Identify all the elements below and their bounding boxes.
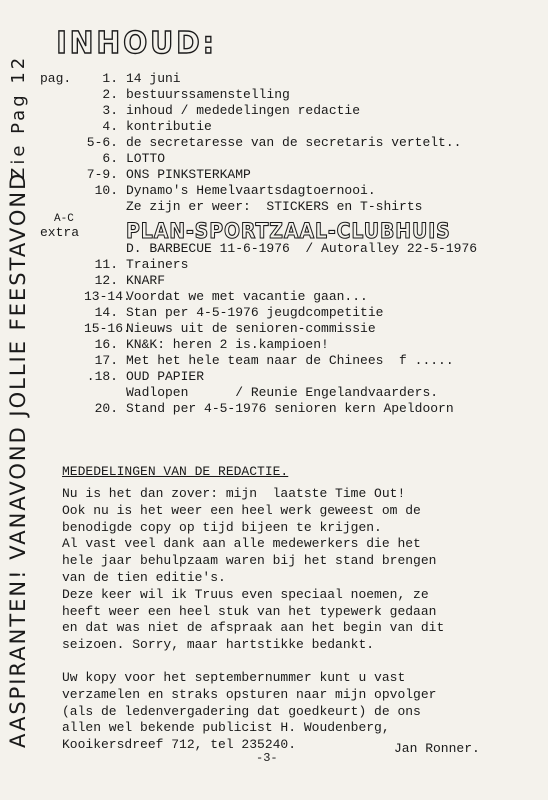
toc-item-text: OUD PAPIER xyxy=(126,369,205,384)
toc-item xyxy=(84,198,487,214)
redactie-heading: MEDEDELINGEN VAN DE REDACTIE. xyxy=(62,464,289,479)
toc-item-text: Stan per 4-5-1976 jeugdcompetitie xyxy=(126,305,384,320)
toc-item-text: Stand per 4-5-1976 senioren kern Apeldoorn xyxy=(126,401,454,416)
toc-item-page: 20. xyxy=(94,401,118,416)
toc-item-page xyxy=(84,240,126,256)
toc-item xyxy=(84,320,487,336)
toc-item-page: 7-9. xyxy=(86,167,118,182)
toc-item-text: Ze zijn er weer: STICKERS en T-shirts xyxy=(126,199,423,214)
toc-item-text: kontributie xyxy=(126,119,212,134)
toc-item-page xyxy=(84,384,126,400)
toc-item-text: ONS PINKSTERKAMP xyxy=(126,167,251,182)
toc-item-page: 12. xyxy=(94,273,118,288)
body-line: (als de ledenvergadering dat goedkeurt) de ons xyxy=(62,703,421,719)
toc-item-page: 10. xyxy=(94,183,118,198)
toc-item-page: 15-16. xyxy=(84,321,131,336)
toc-item xyxy=(84,400,487,416)
toc-item-page: 11. xyxy=(94,257,118,272)
paragraph-gap xyxy=(62,654,444,670)
toc-item-page: 1. xyxy=(102,71,118,86)
ac-label: A-C xyxy=(54,213,74,225)
redactie-body xyxy=(62,486,444,754)
margin-note-zie-pag: Zie Pag 12 xyxy=(8,54,29,180)
toc-item xyxy=(84,384,487,400)
toc-item-text: de secretaresse van de secretaris vertelt.. xyxy=(126,135,462,150)
body-line: Kooikersdreef 712, tel 235240. xyxy=(62,737,297,753)
signature: Jan Ronner. xyxy=(394,741,480,756)
toc-item-page: .18. xyxy=(86,369,118,384)
body-line: Uw kopy voor het septembernummer kunt u vast xyxy=(62,669,406,685)
toc-item xyxy=(84,272,487,288)
toc-item-page: 6. xyxy=(102,151,118,166)
body-line: seizoen. Sorry, maar hartstikke bedankt. xyxy=(62,637,375,653)
toc-item-text: KNARF xyxy=(126,273,166,288)
toc-item xyxy=(84,134,487,150)
body-line: Nu is het dan zover: mijn laatste Time Out! xyxy=(62,486,406,501)
table-of-contents xyxy=(84,70,487,416)
toc-item-page: 17. xyxy=(94,353,118,368)
page-title: INHOUD: xyxy=(56,26,217,61)
toc-banner: PLAN-SPORTZAAL-CLUBHUIS xyxy=(126,219,451,243)
toc-item-text: Voordat we met vacantie gaan... xyxy=(126,289,368,304)
toc-item-page: 14. xyxy=(94,305,118,320)
page-number: -3- xyxy=(256,751,278,765)
margin-note-feestavond: AASPIRANTEN! VANAVOND JOLLIE FEESTAVOND xyxy=(6,171,30,748)
toc-item xyxy=(84,86,487,102)
body-line: Ook nu is het weer een heel werk geweest om de xyxy=(62,502,421,518)
toc-item-text: D. BARBECUE 11-6-1976 / Autoralley 22-5-1976 xyxy=(126,241,478,256)
body-line: benodigde copy op tijd bijeen te krijgen. xyxy=(62,519,382,535)
toc-item-page: 2. xyxy=(102,87,118,102)
toc-item-text: Dynamo's Hemelvaartsdagtoernooi. xyxy=(126,183,376,198)
toc-item xyxy=(84,102,487,118)
body-line: van de tien editie's. xyxy=(62,569,226,585)
body-line: en dat was niet de afspraak aan het begin van dit xyxy=(62,620,445,636)
toc-item-text: LOTTO xyxy=(126,151,166,166)
body-line: heeft weer een heel stuk van het typewerk gedaan xyxy=(62,603,437,619)
toc-item-text: Trainers xyxy=(126,257,189,272)
toc-item xyxy=(84,118,487,134)
toc-item-text: Met het hele team naar de Chinees f ..... xyxy=(126,353,454,368)
toc-item-text: 14 juni xyxy=(126,71,181,86)
toc-item xyxy=(84,182,487,198)
toc-item-text: inhoud / mededelingen redactie xyxy=(126,103,361,118)
toc-item-text: KN&K: heren 2 is.kampioen! xyxy=(126,337,329,352)
toc-item xyxy=(84,352,487,368)
toc-item xyxy=(84,336,487,352)
toc-item xyxy=(84,150,487,166)
body-line: allen wel bekende publicist H. Woudenberg, xyxy=(62,720,390,736)
body-line: Al vast veel dank aan alle medewerkers die het xyxy=(62,536,421,552)
toc-item-page: 3. xyxy=(102,103,118,118)
toc-item xyxy=(84,214,487,243)
toc-item xyxy=(84,70,487,86)
pag-label: pag. xyxy=(40,71,72,86)
toc-item xyxy=(84,304,487,320)
body-line: verzamelen en straks opsturen naar mijn opvolger xyxy=(62,686,437,702)
toc-item xyxy=(84,256,487,272)
toc-item-text: Wadlopen / Reunie Engelandvaarders. xyxy=(126,385,439,400)
toc-item-page xyxy=(84,198,126,214)
body-line: hele jaar behulpzaam waren bij het stand brengen xyxy=(62,553,437,569)
toc-item-page: 16. xyxy=(94,337,118,352)
toc-item-page: 5-6. xyxy=(86,135,118,150)
toc-item xyxy=(84,166,487,182)
toc-item-page: 13-14. xyxy=(84,289,131,304)
extra-label: extra xyxy=(40,225,80,240)
toc-item-text: Nieuws uit de senioren-commissie xyxy=(126,321,376,336)
body-line: Deze keer wil ik Truus even speciaal noemen, ze xyxy=(62,586,429,602)
toc-item-text: bestuurssamenstelling xyxy=(126,87,290,102)
toc-item-page: 4. xyxy=(102,119,118,134)
toc-item xyxy=(84,368,487,384)
toc-item xyxy=(84,288,487,304)
